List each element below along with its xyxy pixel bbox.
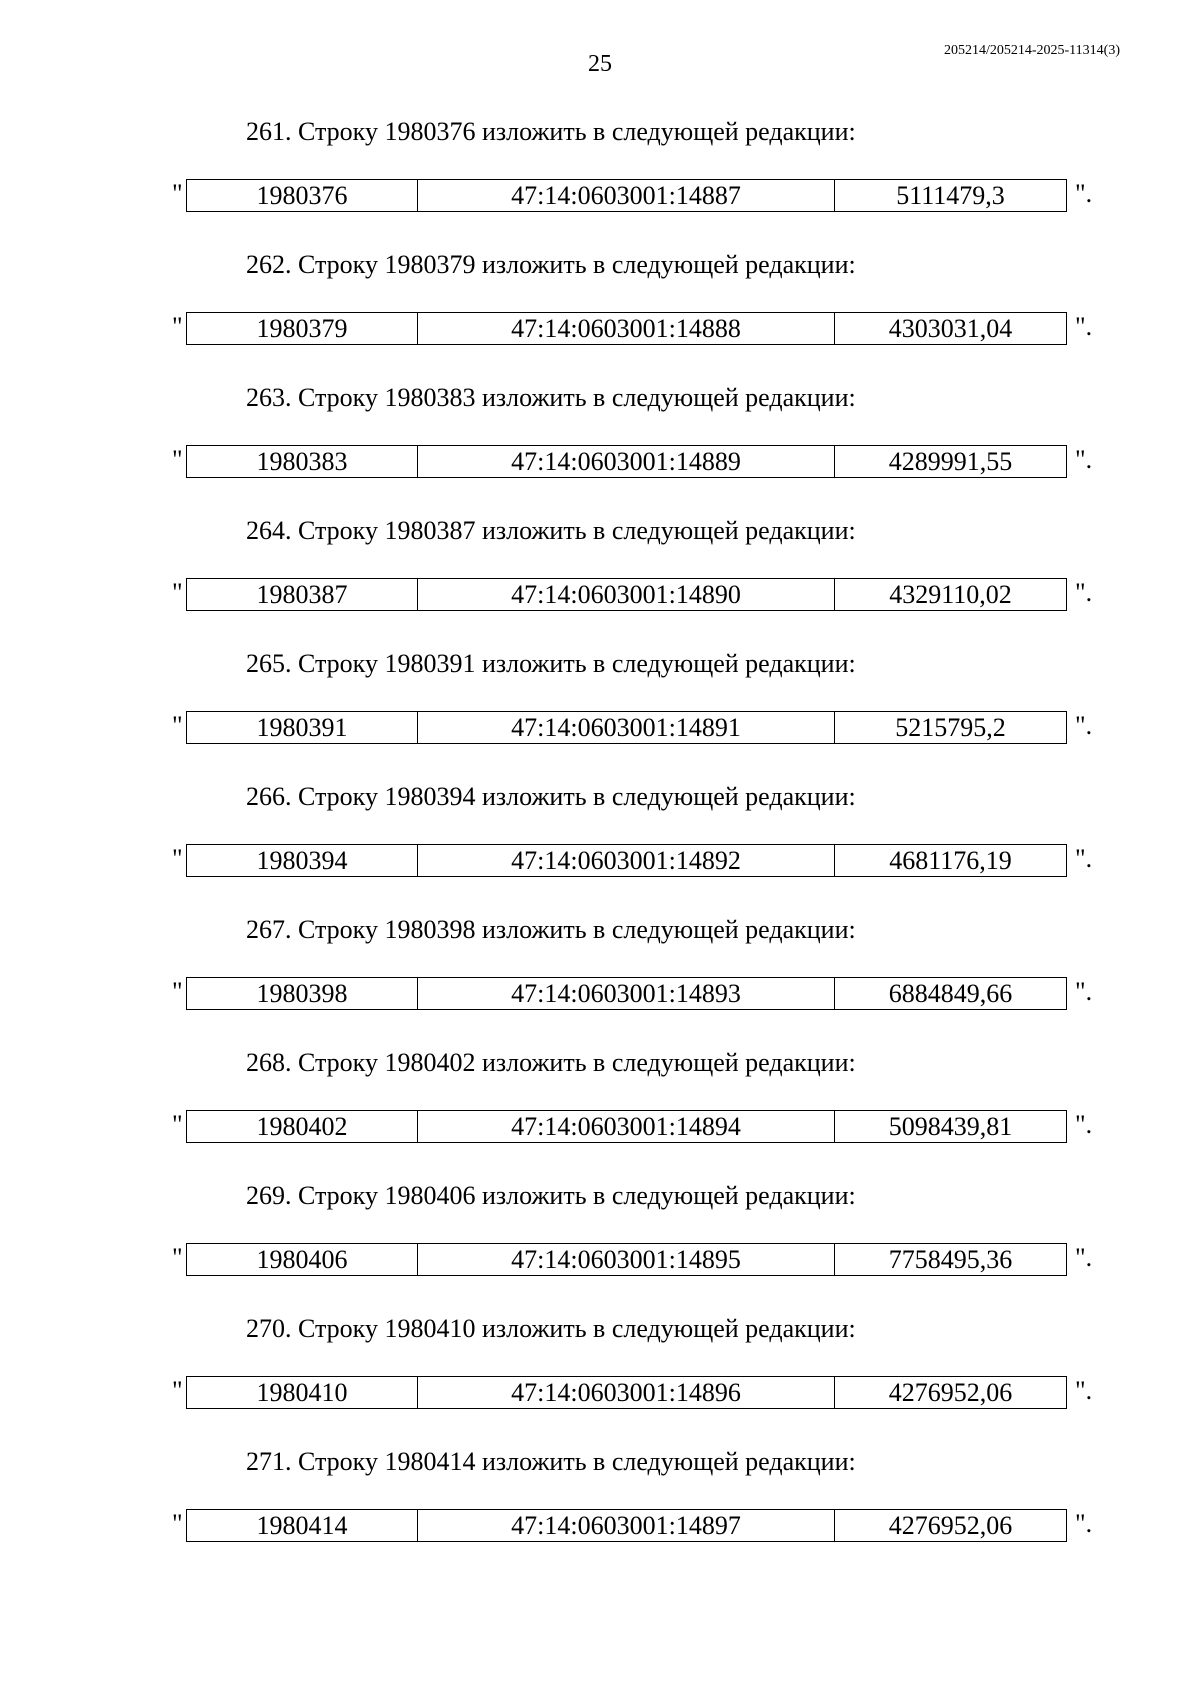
closing-quote: ". (1075, 1110, 1093, 1139)
amendment-item (0, 512, 1200, 645)
row-number-cell: 1980406 (187, 1244, 418, 1276)
amendment-item (0, 778, 1200, 911)
page-number: 25 (588, 51, 612, 77)
row-number-cell: 1980383 (187, 446, 418, 478)
opening-quote: " (172, 312, 183, 341)
row-table (186, 844, 1067, 877)
cadastral-number-cell: 47:14:0603001:14893 (418, 978, 835, 1010)
amendment-row (0, 1376, 1200, 1410)
amendment-instruction: 268. Строку 1980402 изложить в следующей редакции: (246, 1048, 856, 1077)
amendment-row (0, 312, 1200, 346)
opening-quote: " (172, 977, 183, 1006)
row-number-cell: 1980379 (187, 313, 418, 345)
closing-quote: ". (1075, 1376, 1093, 1405)
row-number-cell: 1980387 (187, 579, 418, 611)
row-number-cell: 1980414 (187, 1510, 418, 1542)
value-cell: 4289991,55 (835, 446, 1067, 478)
closing-quote: ". (1075, 578, 1093, 607)
amendment-item (0, 911, 1200, 1044)
opening-quote: " (172, 1110, 183, 1139)
row-number-cell: 1980402 (187, 1111, 418, 1143)
amendment-row (0, 1110, 1200, 1144)
amendment-item (0, 1177, 1200, 1310)
amendment-instruction: 271. Строку 1980414 изложить в следующей редакции: (246, 1447, 856, 1476)
row-number-cell: 1980398 (187, 978, 418, 1010)
amendment-instruction: 270. Строку 1980410 изложить в следующей редакции: (246, 1314, 856, 1343)
amendment-item (0, 1310, 1200, 1443)
row-number-cell: 1980376 (187, 180, 418, 212)
closing-quote: ". (1075, 179, 1093, 208)
closing-quote: ". (1075, 711, 1093, 740)
amendment-instruction: 267. Строку 1980398 изложить в следующей редакции: (246, 915, 856, 944)
amendment-instruction: 266. Строку 1980394 изложить в следующей редакции: (246, 782, 856, 811)
row-table (186, 1376, 1067, 1409)
amendment-row (0, 1243, 1200, 1277)
cadastral-number-cell: 47:14:0603001:14897 (418, 1510, 835, 1542)
value-cell: 4276952,06 (835, 1377, 1067, 1409)
opening-quote: " (172, 1509, 183, 1538)
value-cell: 4303031,04 (835, 313, 1067, 345)
opening-quote: " (172, 1376, 183, 1405)
value-cell: 5098439,81 (835, 1111, 1067, 1143)
opening-quote: " (172, 179, 183, 208)
cadastral-number-cell: 47:14:0603001:14888 (418, 313, 835, 345)
row-table (186, 179, 1067, 212)
amendment-item (0, 246, 1200, 379)
amendment-instruction: 262. Строку 1980379 изложить в следующей редакции: (246, 250, 856, 279)
opening-quote: " (172, 578, 183, 607)
value-cell: 5215795,2 (835, 712, 1067, 744)
cadastral-number-cell: 47:14:0603001:14895 (418, 1244, 835, 1276)
opening-quote: " (172, 844, 183, 873)
cadastral-number-cell: 47:14:0603001:14891 (418, 712, 835, 744)
closing-quote: ". (1075, 844, 1093, 873)
amendment-item (0, 1044, 1200, 1177)
opening-quote: " (172, 711, 183, 740)
row-table (186, 1509, 1067, 1542)
row-table (186, 711, 1067, 744)
row-table (186, 977, 1067, 1010)
amendment-row (0, 711, 1200, 745)
closing-quote: ". (1075, 312, 1093, 341)
amendment-instruction: 269. Строку 1980406 изложить в следующей редакции: (246, 1181, 856, 1210)
amendment-row (0, 977, 1200, 1011)
amendment-instruction: 263. Строку 1980383 изложить в следующей редакции: (246, 383, 856, 412)
closing-quote: ". (1075, 977, 1093, 1006)
row-table (186, 312, 1067, 345)
cadastral-number-cell: 47:14:0603001:14892 (418, 845, 835, 877)
amendment-item (0, 113, 1200, 246)
row-number-cell: 1980410 (187, 1377, 418, 1409)
row-table (186, 578, 1067, 611)
amendment-row (0, 1509, 1200, 1543)
value-cell: 6884849,66 (835, 978, 1067, 1010)
value-cell: 5111479,3 (835, 180, 1067, 212)
amendment-row (0, 844, 1200, 878)
cadastral-number-cell: 47:14:0603001:14887 (418, 180, 835, 212)
amendment-item (0, 645, 1200, 778)
value-cell: 7758495,36 (835, 1244, 1067, 1276)
amendment-item (0, 379, 1200, 512)
closing-quote: ". (1075, 1243, 1093, 1272)
amendment-item (0, 1443, 1200, 1576)
opening-quote: " (172, 1243, 183, 1272)
cadastral-number-cell: 47:14:0603001:14889 (418, 446, 835, 478)
amendment-row (0, 179, 1200, 213)
amendment-instruction: 264. Строку 1980387 изложить в следующей редакции: (246, 516, 856, 545)
row-table (186, 445, 1067, 478)
amendment-instruction: 265. Строку 1980391 изложить в следующей редакции: (246, 649, 856, 678)
closing-quote: ". (1075, 1509, 1093, 1538)
row-number-cell: 1980391 (187, 712, 418, 744)
value-cell: 4681176,19 (835, 845, 1067, 877)
row-number-cell: 1980394 (187, 845, 418, 877)
amendment-list (0, 113, 1200, 1576)
amendment-row (0, 578, 1200, 612)
amendment-instruction: 261. Строку 1980376 изложить в следующей редакции: (246, 117, 856, 146)
opening-quote: " (172, 445, 183, 474)
closing-quote: ". (1075, 445, 1093, 474)
value-cell: 4276952,06 (835, 1510, 1067, 1542)
cadastral-number-cell: 47:14:0603001:14894 (418, 1111, 835, 1143)
value-cell: 4329110,02 (835, 579, 1067, 611)
amendment-row (0, 445, 1200, 479)
cadastral-number-cell: 47:14:0603001:14890 (418, 579, 835, 611)
row-table (186, 1243, 1067, 1276)
cadastral-number-cell: 47:14:0603001:14896 (418, 1377, 835, 1409)
document-id: 205214/205214-2025-11314(3) (943, 43, 1120, 58)
row-table (186, 1110, 1067, 1143)
